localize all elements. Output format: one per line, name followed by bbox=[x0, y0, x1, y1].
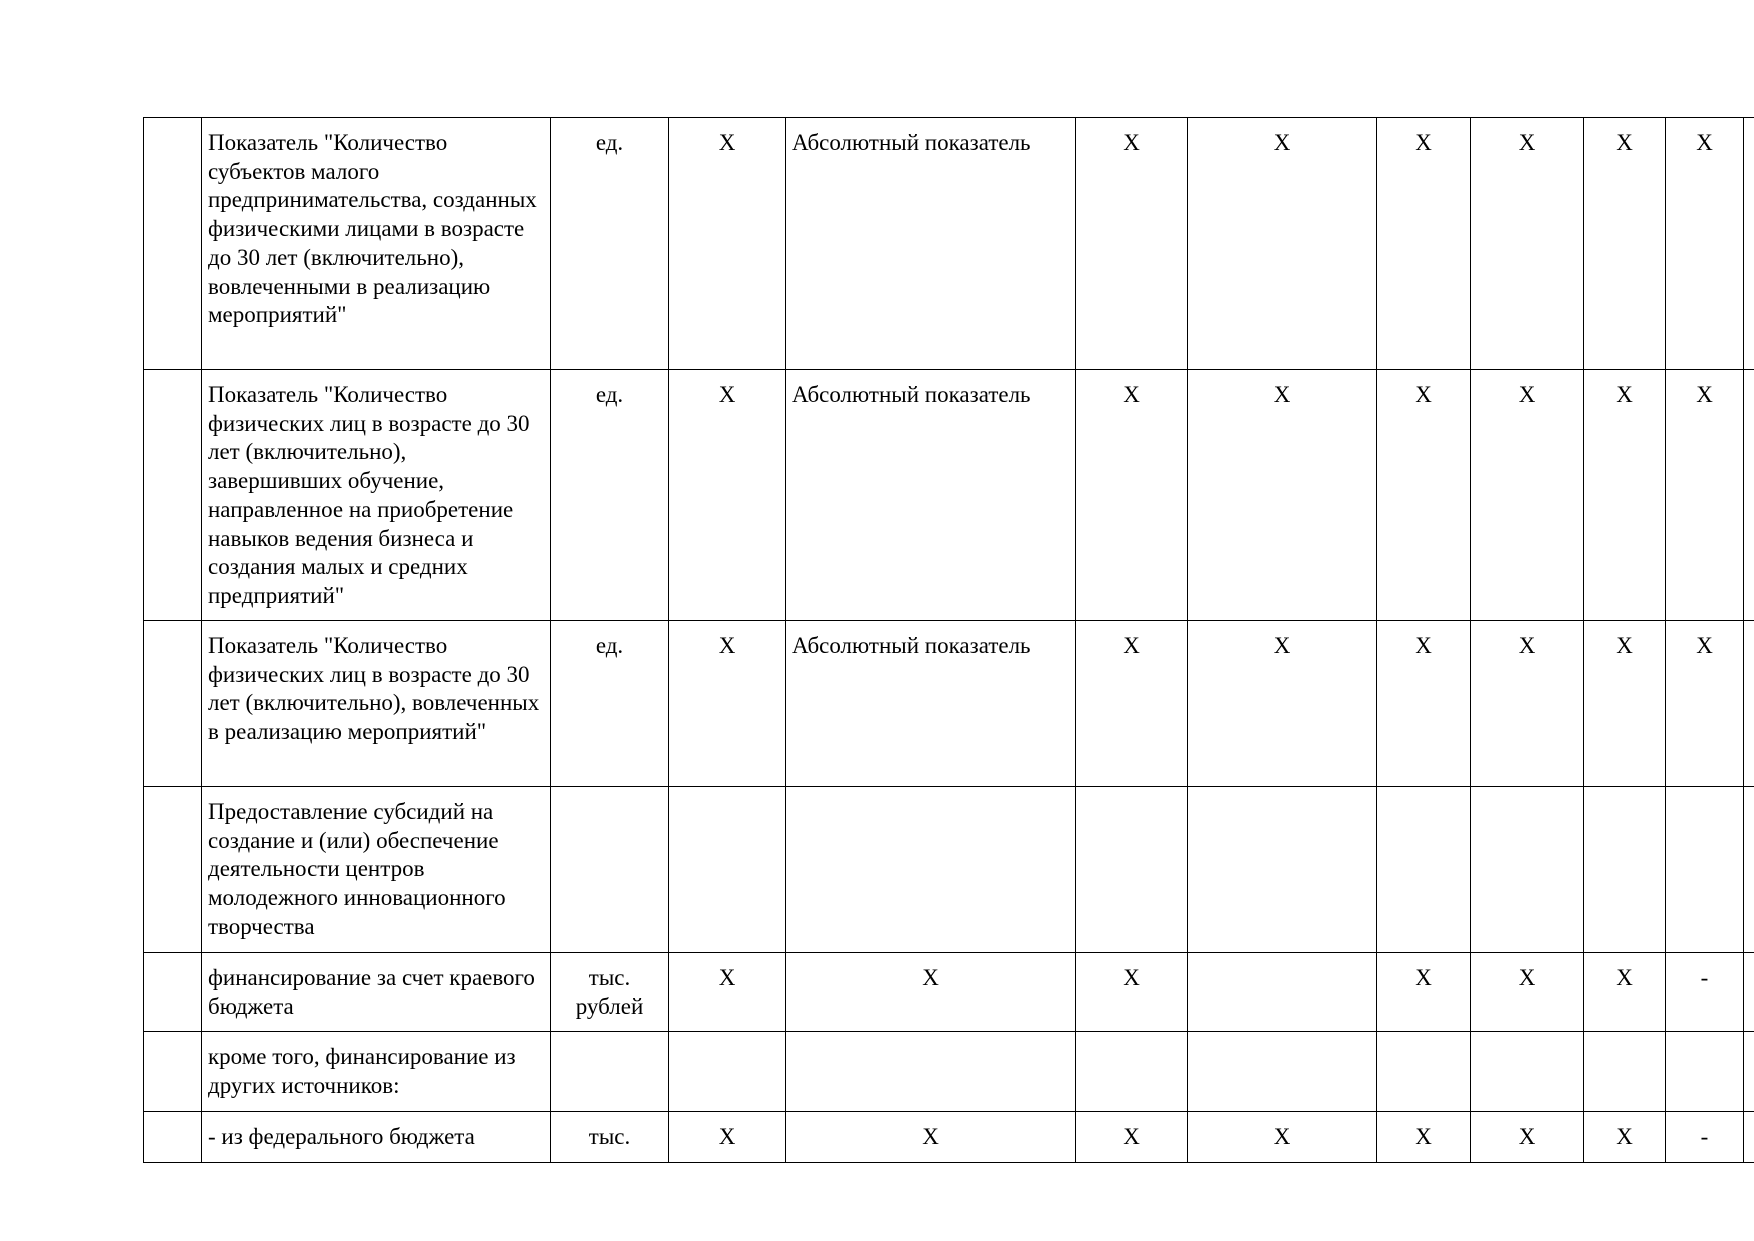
description-cell: Показатель "Количество субъектов малого предпринимательства, созданных физическими лицами в возрасте до 30 лет (включительно), вовлеченными в реализацию мероприятий" bbox=[202, 118, 551, 370]
value-cell: Х bbox=[669, 953, 786, 1032]
value-cell bbox=[1188, 787, 1377, 953]
value-cell: Х bbox=[1584, 621, 1666, 787]
method-cell: Абсолютный показатель bbox=[786, 118, 1076, 370]
value-cell bbox=[1666, 1032, 1744, 1112]
value-cell: Х bbox=[1188, 118, 1377, 370]
unit-cell: ед. bbox=[551, 118, 669, 370]
value-cell bbox=[1076, 1032, 1188, 1112]
value-cell: Х bbox=[1584, 118, 1666, 370]
value-cell: Х bbox=[1666, 118, 1744, 370]
value-cell: Х bbox=[1188, 621, 1377, 787]
unit-cell: тыс. рублей bbox=[551, 953, 669, 1032]
row-number-cell bbox=[144, 1112, 202, 1163]
value-cell: Х bbox=[1377, 953, 1471, 1032]
value-cell: Х bbox=[669, 621, 786, 787]
unit-cell bbox=[551, 1032, 669, 1112]
clipped-cell bbox=[1744, 953, 1754, 1032]
value-cell: Х bbox=[1666, 370, 1744, 621]
row-number-cell bbox=[144, 118, 202, 370]
value-cell: Х bbox=[1076, 621, 1188, 787]
value-cell: Х bbox=[1584, 953, 1666, 1032]
unit-cell bbox=[551, 787, 669, 953]
description-cell: Показатель "Количество физических лиц в возрасте до 30 лет (включительно), вовлеченных в реализацию мероприятий" bbox=[202, 621, 551, 787]
value-cell bbox=[1377, 787, 1471, 953]
value-cell bbox=[1188, 1032, 1377, 1112]
method-cell: Абсолютный показатель bbox=[786, 370, 1076, 621]
value-cell: Х bbox=[786, 1112, 1076, 1163]
method-cell: Абсолютный показатель bbox=[786, 621, 1076, 787]
clipped-cell bbox=[1744, 370, 1754, 621]
value-cell: Х bbox=[1471, 953, 1584, 1032]
table-row bbox=[144, 118, 1754, 370]
row-number-cell bbox=[144, 370, 202, 621]
table-row bbox=[144, 787, 1754, 953]
method-cell bbox=[786, 787, 1076, 953]
value-cell bbox=[669, 1032, 786, 1112]
value-cell: Х bbox=[1377, 621, 1471, 787]
row-number-cell bbox=[144, 1032, 202, 1112]
value-cell: Х bbox=[669, 370, 786, 621]
value-cell bbox=[1666, 787, 1744, 953]
table-row bbox=[144, 953, 1754, 1032]
table-row bbox=[144, 1112, 1754, 1163]
value-cell: Х bbox=[1471, 1112, 1584, 1163]
value-cell: Х bbox=[1188, 370, 1377, 621]
clipped-cell bbox=[1744, 621, 1754, 787]
row-number-cell bbox=[144, 953, 202, 1032]
clipped-cell bbox=[1744, 118, 1754, 370]
budget-indicators-table bbox=[143, 117, 1754, 1163]
value-cell bbox=[1377, 1032, 1471, 1112]
method-cell bbox=[786, 1032, 1076, 1112]
value-cell: Х bbox=[1188, 1112, 1377, 1163]
value-cell: Х bbox=[786, 953, 1076, 1032]
description-cell: кроме того, финансирование из других источников: bbox=[202, 1032, 551, 1112]
unit-cell: ед. bbox=[551, 370, 669, 621]
description-cell: - из федерального бюджета bbox=[202, 1112, 551, 1163]
description-cell: Предоставление субсидий на создание и (или) обеспечение деятельности центров молодежного инновационного творчества bbox=[202, 787, 551, 953]
table-row bbox=[144, 1032, 1754, 1112]
description-cell: Показатель "Количество физических лиц в возрасте до 30 лет (включительно), завершивших обучение, направленное на приобретение навыков ведения бизнеса и создания малых и средних предприятий" bbox=[202, 370, 551, 621]
clipped-cell bbox=[1744, 1112, 1754, 1163]
value-cell: Х bbox=[669, 1112, 786, 1163]
value-cell bbox=[1471, 1032, 1584, 1112]
value-cell: Х bbox=[1076, 370, 1188, 621]
value-cell: Х bbox=[1471, 118, 1584, 370]
clipped-cell bbox=[1744, 787, 1754, 953]
value-cell bbox=[1471, 787, 1584, 953]
value-cell bbox=[1076, 787, 1188, 953]
value-cell: Х bbox=[1471, 370, 1584, 621]
row-number-cell bbox=[144, 787, 202, 953]
value-cell: - bbox=[1666, 953, 1744, 1032]
value-cell: Х bbox=[669, 118, 786, 370]
value-cell: Х bbox=[1584, 370, 1666, 621]
value-cell bbox=[1584, 1032, 1666, 1112]
table-row bbox=[144, 370, 1754, 621]
unit-cell: ед. bbox=[551, 621, 669, 787]
value-cell: Х bbox=[1076, 118, 1188, 370]
description-cell: финансирование за счет краевого бюджета bbox=[202, 953, 551, 1032]
value-cell: Х bbox=[1076, 953, 1188, 1032]
value-cell bbox=[1584, 787, 1666, 953]
value-cell: Х bbox=[1666, 621, 1744, 787]
unit-cell: тыс. bbox=[551, 1112, 669, 1163]
value-cell: Х bbox=[1377, 1112, 1471, 1163]
clipped-cell bbox=[1744, 1032, 1754, 1112]
table-row bbox=[144, 621, 1754, 787]
value-cell: Х bbox=[1471, 621, 1584, 787]
value-cell: Х bbox=[1377, 370, 1471, 621]
value-cell: Х bbox=[1377, 118, 1471, 370]
value-cell: - bbox=[1666, 1112, 1744, 1163]
value-cell: Х bbox=[1584, 1112, 1666, 1163]
value-cell bbox=[1188, 953, 1377, 1032]
row-number-cell bbox=[144, 621, 202, 787]
value-cell bbox=[669, 787, 786, 953]
value-cell: Х bbox=[1076, 1112, 1188, 1163]
